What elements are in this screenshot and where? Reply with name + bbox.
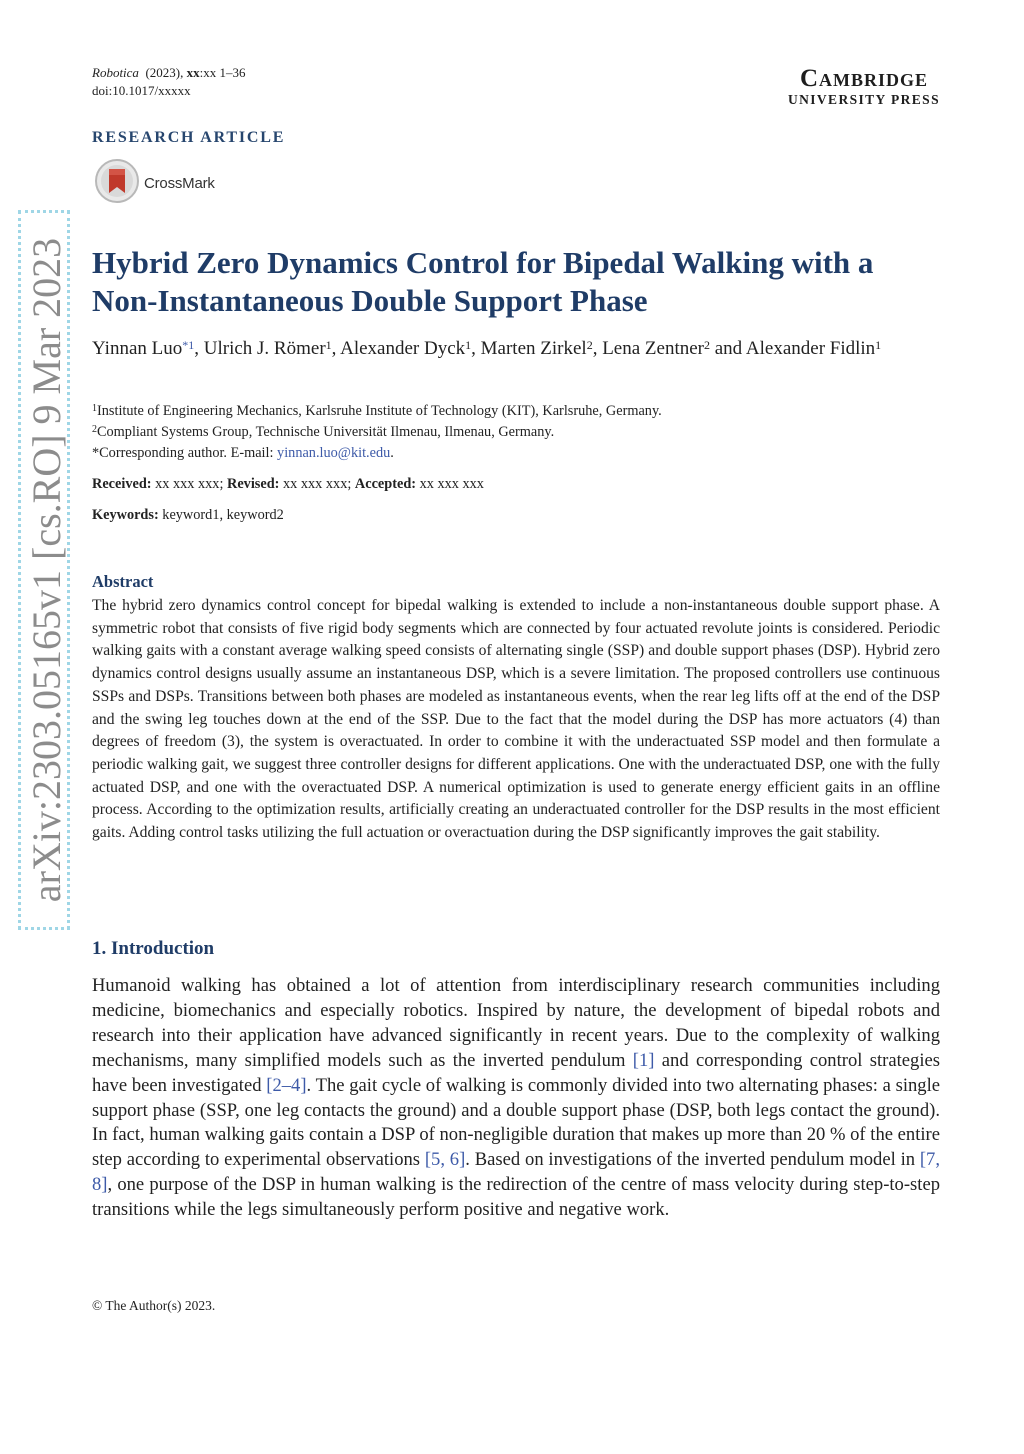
author-affiliation-mark: 1: [875, 338, 882, 352]
abstract-heading: Abstract: [92, 572, 154, 591]
citation-link[interactable]: [5, 6]: [424, 1149, 466, 1171]
arxiv-stamp[interactable]: arXiv:2303.05165v1 [cs.RO] 9 Mar 2023: [18, 210, 70, 930]
journal-pages: :xx 1–36: [199, 65, 246, 80]
citation-link[interactable]: [1]: [632, 1049, 655, 1071]
publisher-logo: [788, 66, 940, 108]
crossmark-label: CrossMark: [144, 175, 215, 192]
author-affiliation-mark: 2: [586, 338, 593, 352]
paper-title: Hybrid Zero Dynamics Control for Bipedal Walking with a Non-Instantaneous Double Support Phase: [92, 245, 874, 318]
corresponding-author: *Corresponding author. E-mail: yinnan.luo@kit.edu.: [92, 445, 394, 461]
publisher-name: Cambridge: [799, 65, 928, 92]
journal-citation: [92, 64, 245, 82]
section-heading-introduction: 1. Introduction: [92, 938, 215, 959]
keywords: Keywords: keyword1, keyword2: [92, 507, 284, 523]
journal-name: Robotica: [92, 65, 139, 80]
crossmark-icon: [94, 158, 140, 209]
email-link[interactable]: yinnan.luo@kit.edu: [277, 445, 391, 461]
article-dates: Received: xx xxx xxx; Revised: xx xxx xxx; Accepted: xx xxx xxx: [92, 476, 484, 492]
author: Alexander Fidlin$^1$: [745, 338, 882, 359]
author-affiliation-mark: 1: [465, 338, 472, 352]
journal-doi: doi:10.1017/xxxxx: [92, 83, 191, 98]
author-list: [92, 336, 940, 361]
introduction-paragraph: Humanoid walking has obtained a lot of attention from interdisciplinary research communities including medicine, biomechanics and especially robotics. Inspired by nature, the development of bipedal robots and research into their application have advanced significantly in recent years. Due to the complexity of walking mechanisms, many simplified models such as the inverted pendulum [1] and corresponding control strategies have been investigated [2–4]. The gait cycle of walking is commonly divided into two alternating phases: a single support phase (SSP, one leg contacts the ground) and a double support phase (DSP, both legs contact the ground). In fact, human walking gaits contain a DSP of non-negligible duration that makes up more than 20 % of the entire step according to experimental observations [5, 6]. Based on investigations of the inverted pendulum model in [7, 8], one purpose of the DSP in human walking is the redirection of the centre of mass velocity during step-to-step transitions while the legs simultaneously perform positive and negative work.: [92, 975, 940, 1221]
journal-info: [92, 64, 245, 100]
author: Lena Zentner$^2$ and: [602, 338, 746, 359]
publisher-subname: UNIVERSITY PRESS: [787, 92, 940, 107]
author: Ulrich J. Römer$^1$,: [203, 338, 341, 359]
affiliation: $^1$Institute of Engineering Mechanics, Karlsruhe Institute of Technology (KIT), Karlsruhe, Germany.: [92, 403, 662, 419]
affiliation: $^2$Compliant Systems Group, Technische Universität Ilmenau, Ilmenau, Germany.: [92, 424, 555, 440]
author: Yinnan Luo$^{*1}$,: [92, 338, 204, 359]
journal-year: (2023),: [145, 65, 184, 80]
abstract-text: The hybrid zero dynamics control concept for bipedal walking is extended to include a non-instantaneous double support phase. A symmetric robot that consists of five rigid body segments which are connected by four actuated revolute joints is considered. Periodic walking gaits with a constant average walking speed consists of alternating single (SSP) and double support phases (DSP). Hybrid zero dynamics control designs usually assume an instantaneous DSP, which is a severe limitation. The proposed controllers use continuous SSPs and DSPs. Transitions between both phases are modeled as instantaneous events, when the rear leg lifts off at the end of the DSP and the swing leg touches down at the end of the SSP. Due to the fact that the model during the DSP has more actuators (4) than degrees of freedom (3), the system is overactuated. In order to combine it with the underactuated SSP model and then formulate a periodic walking gait, we suggest three controller designs for different applications. One with the underactuated DSP, one with the fully actuated DSP, and one with the overactuated DSP. A numerical optimization is used to generate energy efficient gaits in an offline process. According to the optimization results, artificially creating an underactuated controller for the DSP results in the most efficient gaits. Adding control tasks utilizing the full actuation or overactuation during the DSP significantly improves the gait stability.: [92, 597, 940, 842]
author: Alexander Dyck$^1$,: [340, 338, 481, 359]
journal-volume: xx: [186, 65, 200, 80]
crossmark-badge[interactable]: [94, 158, 215, 209]
author: Marten Zirkel$^2$,: [480, 338, 603, 359]
copyright-notice: © The Author(s) 2023.: [92, 1298, 216, 1313]
author-affiliation-mark: 2: [704, 338, 710, 352]
citation-link[interactable]: [2–4]: [266, 1074, 307, 1096]
author-affiliation-mark[interactable]: *1: [182, 338, 195, 352]
article-type: RESEARCH ARTICLE: [92, 129, 286, 146]
citation-link[interactable]: [7, 8]: [92, 1149, 940, 1196]
author-affiliation-mark: 1: [325, 338, 332, 352]
